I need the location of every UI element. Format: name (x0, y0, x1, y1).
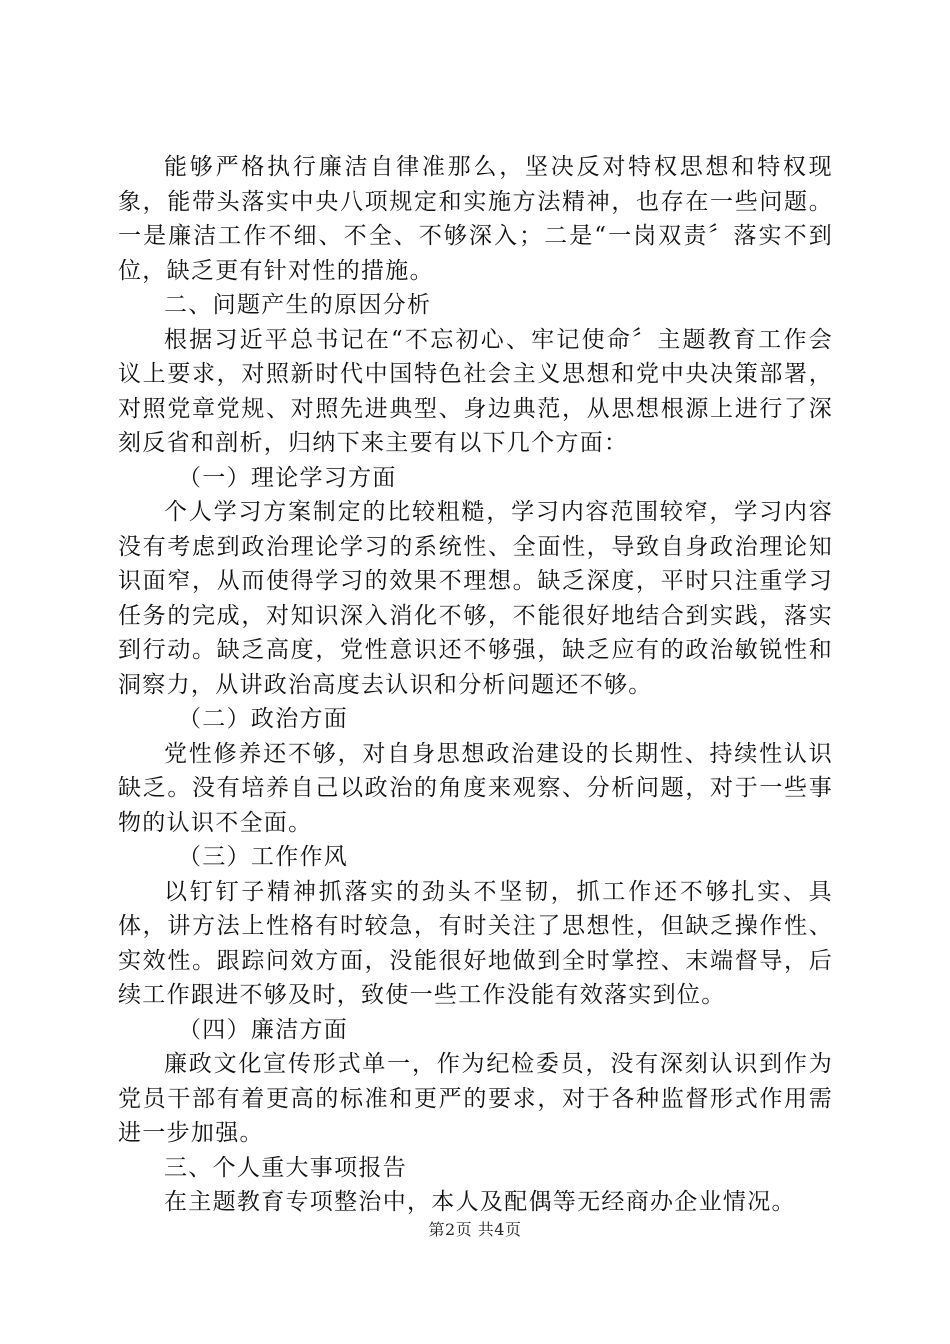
section-heading-cause-analysis: 二、问题产生的原因分析 (164, 292, 432, 318)
paragraph-analysis-intro: 根据习近平总书记在“不忘初心、牢记使命〞主题教育工作会议上要求，对照新时代中国特色社会主义思想和党中央决策部署，对照党章党规、对照先进典型、身边典范，从思想根源上进行了深刻反省和剖析，归纳下来主要有以下几个方面： (118, 326, 833, 456)
document-body (118, 150, 833, 1220)
page-number-footer: 第2页 共4页 (428, 1220, 522, 1239)
paragraph-theory-study: 个人学习方案制定的比较粗糙，学习内容范围较窄，学习内容没有考虑到政治理论学习的系统性、全面性，导致自身政治理论知识面窄，从而使得学习的效果不理想。缺乏深度，平时只注重学习任务的完成，对知识深入消化不够，不能很好地结合到实践，落实到行动。缺乏高度，党性意识还不够强，缺乏应有的政治敏锐性和洞察力，从讲政治高度去认识和分析问题还不够。 (118, 499, 833, 698)
paragraph-integrity-status: 能够严格执行廉洁自律准那么，坚决反对特权思想和特权现象，能带头落实中央八项规定和实施方法精神，也存在一些问题。一是廉洁工作不细、不全、不够深入；二是“一岗双责〞落实不到位，缺乏更有针对性的措施。 (118, 154, 833, 284)
subheading-work-style: （三）工作作风 (178, 844, 349, 870)
section-heading-personal-report: 三、个人重大事项报告 (164, 1154, 407, 1181)
paragraph-work-style: 以钉钉子精神抓落实的劲头不坚韧，抓工作还不够扎实、具体，讲方法上性格有时较急，有时关注了思想性，但缺乏操作性、实效性。跟踪问效方面，没能很好地做到全时掌控、末端督导，后续工作跟进不够及时，致使一些工作没能有效落实到位。 (118, 878, 833, 1008)
subheading-politics: （二）政治方面 (178, 706, 349, 732)
subheading-integrity: （四）廉洁方面 (178, 1016, 349, 1043)
paragraph-politics: 党性修养还不够，对自身思想政治建设的长期性、持续性认识缺乏。没有培养自己以政治的角度来观察、分析问题，对于一些事物的认识不全面。 (118, 740, 833, 836)
paragraph-integrity: 廉政文化宣传形式单一，作为纪检委员，没有深刻认识到作为党员干部有着更高的标准和更严的要求，对于各种监督形式作用需进一步加强。 (118, 1051, 833, 1146)
paragraph-personal-report: 在主题教育专项整治中，本人及配偶等无经商办企业情况。 (164, 1189, 796, 1215)
subheading-theory-study: （一）理论学习方面 (178, 464, 397, 491)
